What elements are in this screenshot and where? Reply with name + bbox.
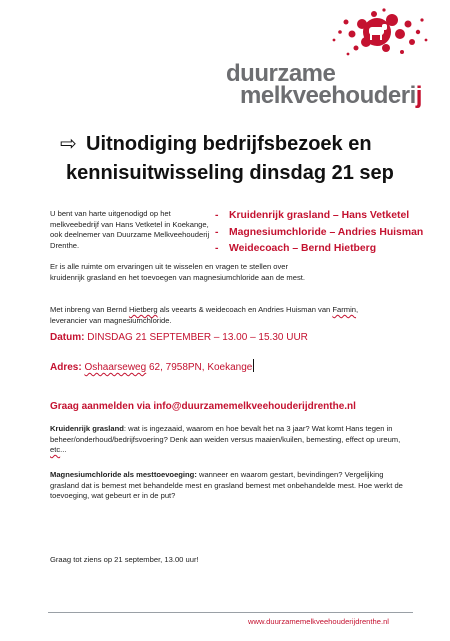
magnesium-paragraph <box>50 470 405 502</box>
logo-text-line2 <box>240 82 422 110</box>
spell-flagged-word: Hietberg <box>128 305 158 314</box>
title-line2: kennisuitwisseling dinsdag 21 sep <box>66 162 394 184</box>
list-item <box>215 208 440 225</box>
arrow-right-icon: ⇨ <box>60 133 77 155</box>
address-label: Adres: <box>50 362 82 373</box>
logo-text-main: melkveehouderi <box>240 82 416 109</box>
list-item <box>215 241 440 258</box>
address-rest: 62, 7958PN, Koekange <box>146 362 253 373</box>
footer-divider <box>48 612 413 613</box>
topic-list <box>215 208 440 258</box>
date-line <box>50 332 308 343</box>
intro-text: als veearts & weidecoach en Andries Huisman van <box>157 305 333 314</box>
address-street: Oshaarseweg <box>84 362 147 373</box>
closing-line: Graag tot ziens op 21 september, 13.00 uur! <box>50 555 199 564</box>
intro-paragraph-3 <box>50 305 380 326</box>
paragraph-text: : wat is ingezaaid, waarom en hoe bevalt het na 3 jaar? Wat komt Hans tegen in beheer/onderhoud/bedrijfsvoering? Denk aan weiden versus maaien/kuilen, bemesting, effect op ureum, <box>50 424 401 444</box>
paragraph-text: ... <box>60 445 67 455</box>
text-cursor <box>253 359 254 372</box>
topic-text: Magnesiumchloride – Andries Huisman <box>229 226 424 238</box>
logo-text-line1: duurzame <box>226 60 336 87</box>
paragraph-label: Kruidenrijk grasland <box>50 424 124 433</box>
intro-text: , leverancier van magnesiumchloride. <box>50 305 359 325</box>
spell-flagged-word: Farmin <box>332 305 357 314</box>
grassland-paragraph <box>50 424 405 456</box>
cow-dots-logo-icon <box>322 8 432 68</box>
topic-text: Kruidenrijk grasland – Hans Vetketel <box>229 210 410 221</box>
logo <box>226 8 432 108</box>
intro-paragraph-2: Er is alle ruimte om ervaringen uit te wisselen en vragen te stellen over kruidenrijk grasland en het toevoegen van magnesiumchloride aan de mest. <box>50 262 305 282</box>
intro-paragraph-1: U bent van harte uitgenodigd op het melkveebedrijf van Hans Vetketel in Koekange, ook deelnemer van Duurzame Melkveehouderij Drenthe. <box>50 209 210 250</box>
address-line[interactable] <box>50 359 254 373</box>
paragraph-text: wanneer en waarom gestart, bevindingen? Vergelijking grasland dat is bemest met behandelde mest en grasland bemest met onbehandelde mest. Hoe werkt de toevoeging, wat gebeurt er in de put? <box>50 470 403 501</box>
list-dash: - <box>215 210 219 221</box>
title-line1: Uitnodiging bedrijfsbezoek en <box>86 133 372 155</box>
logo-text-accent: j <box>415 82 422 109</box>
list-dash: - <box>215 243 219 254</box>
topic-text: Weidecoach – Bernd Hietberg <box>229 243 377 254</box>
spell-flagged-word: etc <box>50 445 61 455</box>
list-item <box>215 225 440 242</box>
page-title <box>60 130 406 188</box>
intro-text: Met inbreng van Bernd <box>50 305 129 314</box>
signup-line: Graag aanmelden via info@duurzamemelkveehouderijdrenthe.nl <box>50 401 356 412</box>
footer-url: www.duurzamemelkveehouderijdrenthe.nl <box>248 617 389 626</box>
date-value: DINSDAG 21 SEPTEMBER – 13.00 – 15.30 UUR <box>84 332 308 343</box>
date-label: Datum: <box>50 332 85 343</box>
list-dash: - <box>215 226 219 238</box>
paragraph-label: Magnesiumchloride als mesttoevoeging: <box>50 470 197 479</box>
